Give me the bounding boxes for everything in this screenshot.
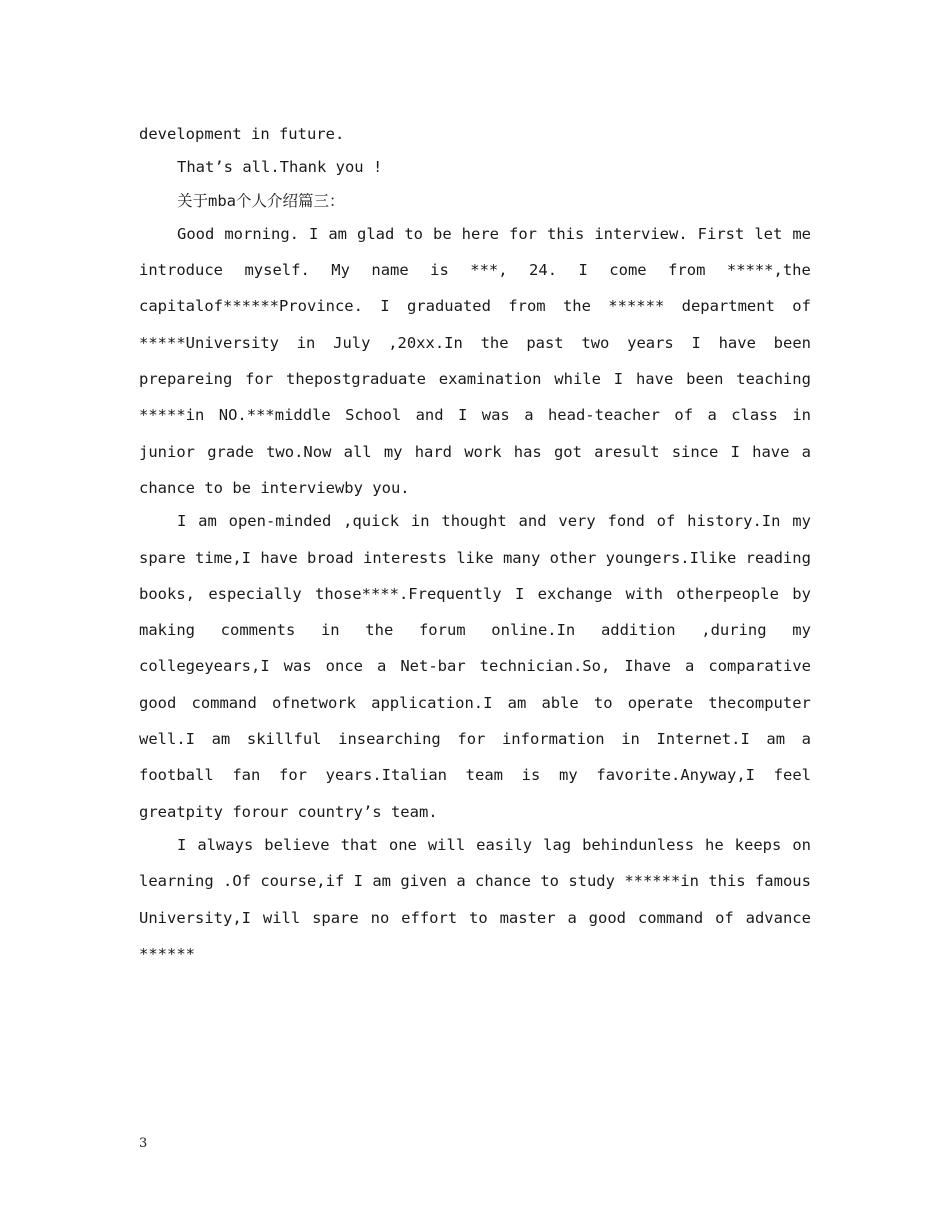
word: especially — [208, 584, 302, 603]
word: ******in — [624, 872, 699, 891]
word: .Of — [222, 872, 251, 891]
word: be — [433, 224, 452, 243]
word: ofnetwork — [271, 693, 356, 712]
word: am — [211, 730, 231, 749]
word: spare — [312, 908, 359, 927]
word: the — [480, 333, 509, 352]
word: those****.Frequently — [314, 584, 502, 603]
word: otherpeople — [676, 584, 779, 603]
word: Good — [177, 224, 215, 243]
word: this — [547, 224, 585, 243]
word: come — [609, 261, 647, 280]
word: the — [562, 297, 591, 316]
word: comparative — [708, 657, 811, 676]
word: ****** — [608, 297, 665, 316]
word: myself. — [244, 261, 310, 280]
word: information — [501, 730, 605, 749]
word: will — [262, 908, 301, 927]
word: a — [707, 406, 717, 425]
word: graduated — [406, 297, 491, 316]
word: believe — [264, 835, 330, 854]
word: always — [197, 835, 254, 854]
word: football — [139, 766, 214, 785]
word: good — [139, 693, 177, 712]
word: advance — [745, 908, 811, 927]
word: for — [457, 730, 486, 749]
word: that — [340, 835, 378, 854]
word: command — [191, 693, 257, 712]
word: am — [507, 693, 527, 712]
word: I — [353, 872, 363, 891]
text-line — [139, 648, 811, 684]
word: in — [410, 512, 430, 531]
word: years.Italian — [325, 766, 447, 785]
word: work — [464, 442, 502, 461]
word: a — [684, 657, 695, 676]
text-line — [139, 252, 811, 288]
word: for — [509, 224, 537, 243]
word: University,I — [139, 908, 251, 927]
word: one — [388, 835, 417, 854]
word: thepostgraduate — [285, 370, 426, 389]
word: will — [427, 835, 466, 854]
paragraph-1 — [139, 216, 811, 506]
word: to — [404, 224, 423, 243]
word: favorite.Anyway,I — [596, 766, 755, 785]
word: the — [365, 621, 394, 640]
word: is — [430, 261, 449, 280]
text-line — [139, 685, 811, 721]
word: interview. — [594, 224, 688, 243]
word: I — [177, 512, 187, 531]
word: my — [559, 766, 578, 785]
word: of — [715, 908, 734, 927]
word: like — [456, 548, 494, 567]
text-line — [139, 863, 811, 899]
word: July — [333, 333, 371, 352]
word: class — [731, 406, 778, 425]
word: me — [792, 224, 811, 243]
word: history.In — [687, 512, 781, 531]
document-body — [139, 116, 811, 972]
paragraph-2 — [139, 503, 811, 830]
text-line: chance to be interviewby you. — [139, 478, 410, 497]
word: insearching — [338, 730, 441, 749]
word: a — [801, 442, 811, 461]
word: am — [372, 872, 391, 891]
word: technician.So, — [479, 657, 611, 676]
word: this — [708, 872, 746, 891]
word: I — [691, 333, 701, 352]
word: I — [308, 224, 319, 243]
word: School — [345, 406, 402, 425]
word: very — [558, 512, 596, 531]
word: on — [792, 835, 811, 854]
word: ,20xx.In — [388, 333, 463, 352]
text-line — [139, 503, 811, 539]
word: exchange — [537, 584, 613, 603]
word: thought — [441, 512, 507, 531]
word: in — [621, 730, 640, 749]
word: able — [541, 693, 579, 712]
word: to — [593, 693, 613, 712]
word: a — [524, 406, 534, 425]
word: got — [553, 442, 582, 461]
text-line — [139, 612, 811, 648]
word: I — [578, 261, 588, 280]
text-line — [139, 576, 811, 612]
word: easily — [476, 835, 533, 854]
word: in — [320, 621, 340, 640]
text-line — [139, 434, 811, 470]
word: Ihave — [624, 657, 671, 676]
word: my — [792, 512, 811, 531]
word: Internet.I — [656, 730, 750, 749]
word: past — [526, 333, 564, 352]
word: teaching — [736, 370, 811, 389]
text-line — [139, 757, 811, 793]
word: operate — [627, 693, 694, 712]
word: fan — [232, 766, 261, 785]
word: my — [792, 621, 811, 640]
text-line — [139, 827, 811, 863]
text-line — [139, 216, 811, 252]
word: My — [331, 261, 350, 280]
word: a — [456, 872, 466, 891]
word: for — [245, 370, 274, 389]
word: from — [508, 297, 546, 316]
word: well.I — [139, 730, 195, 749]
word: introduce — [139, 261, 223, 280]
word: once — [325, 657, 363, 676]
text-line — [139, 721, 811, 757]
word: here — [461, 224, 499, 243]
word: given — [400, 872, 447, 891]
word: 24. — [529, 261, 558, 280]
text-line — [139, 325, 811, 361]
word: interests — [362, 548, 447, 567]
word: am — [198, 512, 217, 531]
word: of — [674, 406, 694, 425]
word: with — [625, 584, 663, 603]
word: I — [730, 442, 740, 461]
word: two.Now — [266, 442, 332, 461]
word: to — [469, 908, 488, 927]
word: I — [514, 584, 525, 603]
word: grade — [207, 442, 254, 461]
word: hard — [414, 442, 453, 461]
word: a — [376, 657, 387, 676]
word: effort — [401, 908, 458, 927]
word: he — [705, 835, 724, 854]
word: morning. — [224, 224, 299, 243]
word: since — [671, 442, 719, 461]
text-line — [139, 288, 811, 324]
word: have — [718, 333, 756, 352]
word: master — [499, 908, 556, 927]
word: and — [518, 512, 547, 531]
text-line: ****** — [139, 944, 195, 963]
text-line — [139, 900, 811, 936]
text-line: development in future. — [139, 125, 345, 143]
word: command — [637, 908, 704, 927]
word: forum — [418, 621, 466, 640]
word: years — [627, 333, 674, 352]
text-line — [139, 540, 811, 576]
word: capitalof******Province. — [139, 297, 363, 316]
paragraph-3 — [139, 827, 811, 972]
word: in — [792, 406, 811, 425]
word: to — [540, 872, 559, 891]
word: I — [458, 406, 468, 425]
word: lag — [543, 835, 572, 854]
page-number: 3 — [139, 1136, 148, 1151]
word: glad — [357, 224, 395, 243]
word: youngers.Ilike — [605, 548, 737, 567]
word: reading — [745, 548, 811, 567]
word: thecomputer — [708, 693, 811, 712]
word: application.I — [371, 693, 493, 712]
word: I — [380, 297, 390, 316]
word: First — [697, 224, 745, 243]
word: in — [296, 333, 316, 352]
word: by — [792, 584, 811, 603]
word: was — [481, 406, 510, 425]
word: team — [465, 766, 503, 785]
word: a — [567, 908, 577, 927]
word: famous — [754, 872, 811, 891]
word: addition — [600, 621, 676, 640]
word: books, — [139, 584, 195, 603]
word: comments — [220, 621, 296, 640]
word: and — [415, 406, 444, 425]
word: making — [139, 621, 195, 640]
text-line — [139, 361, 811, 397]
word: prepareing — [139, 370, 233, 389]
word: junior — [139, 442, 195, 461]
word: Net-bar — [400, 657, 466, 676]
word: name — [371, 261, 409, 280]
word: for — [279, 766, 307, 785]
word: online.In — [491, 621, 576, 640]
text-line — [139, 397, 811, 433]
word: department — [681, 297, 775, 316]
word: let — [754, 224, 783, 243]
section-heading: 关于mba个人介绍篇三： — [177, 191, 345, 210]
word: course,if — [260, 872, 345, 891]
word: am — [328, 224, 347, 243]
word: feel — [773, 766, 811, 785]
word: keeps — [734, 835, 782, 854]
word: am — [766, 730, 786, 749]
word: learning — [139, 872, 214, 891]
word: while — [554, 370, 601, 389]
word: have — [635, 370, 674, 389]
word: *****,the — [726, 261, 811, 280]
word: *****in — [139, 406, 205, 425]
word: my — [383, 442, 403, 461]
word: I — [613, 370, 624, 389]
word: been — [773, 333, 811, 352]
word: ***, — [470, 261, 508, 280]
word: behindunless — [582, 835, 695, 854]
word: from — [668, 261, 706, 280]
word: time,I — [195, 548, 251, 567]
word: of — [792, 297, 811, 316]
word: is — [521, 766, 541, 785]
word: NO.***middle — [218, 406, 331, 425]
word: ,quick — [343, 512, 400, 531]
text-line: That’s all.Thank you ! — [177, 158, 383, 177]
word: I — [177, 835, 187, 854]
word: has — [513, 442, 542, 461]
word: of — [656, 512, 676, 531]
word: been — [686, 370, 724, 389]
word: spare — [139, 548, 186, 567]
word: ,during — [701, 621, 767, 640]
word: a — [801, 730, 811, 749]
word: many — [502, 548, 541, 567]
word: fond — [607, 512, 645, 531]
word: have — [260, 548, 298, 567]
word: skillful — [246, 730, 322, 749]
word: was — [283, 657, 312, 676]
word: collegeyears,I — [139, 657, 270, 676]
text-line: greatpity forour country’s team. — [139, 802, 438, 821]
word: have — [752, 442, 790, 461]
word: two — [581, 333, 610, 352]
word: other — [549, 548, 597, 567]
word: good — [588, 908, 626, 927]
word: open-minded — [228, 512, 332, 531]
word: broad — [306, 548, 354, 567]
word: no — [370, 908, 390, 927]
word: chance — [474, 872, 531, 891]
word: aresult — [594, 442, 660, 461]
word: examination — [438, 370, 542, 389]
word: head-teacher — [547, 406, 660, 425]
word: study — [568, 872, 615, 891]
word: all — [343, 442, 372, 461]
word: *****University — [139, 333, 279, 352]
